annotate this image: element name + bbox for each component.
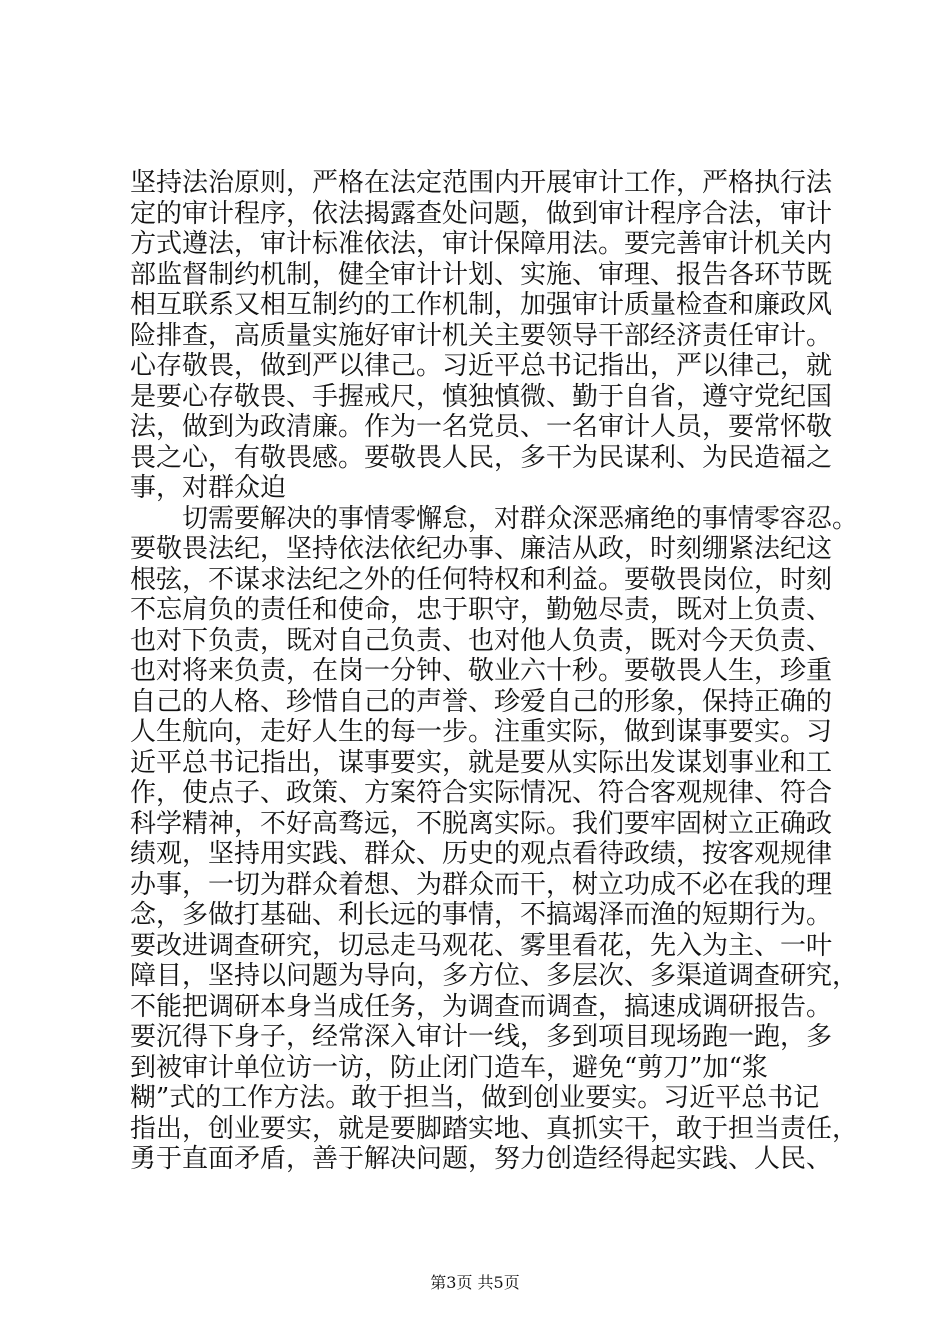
body-text xyxy=(130,168,859,1175)
text-line: 障目，坚持以问题为导向，多方位、多层次、多渠道调查研究， xyxy=(130,961,859,991)
text-line: 科学精神，不好高骛远，不脱离实际。我们要牢固树立正确政 xyxy=(130,808,833,839)
text-line: 作，使点子、政策、方案符合实际情况、符合客观规律、符合 xyxy=(130,778,833,808)
text-line: 根弦，不谋求法纪之外的任何特权和利益。要敬畏岗位，时刻 xyxy=(130,564,833,595)
text-line: 险排查，高质量实施好审计机关主要领导干部经济责任审计。 xyxy=(130,320,833,351)
text-line: 方式遵法，审计标准依法，审计保障用法。要完善审计机关内 xyxy=(130,229,833,259)
text-line: 到被审计单位访一访，防止闭门造车，避免“剪刀”加“浆 xyxy=(130,1052,768,1083)
text-line: 相互联系又相互制约的工作机制，加强审计质量检查和廉政风 xyxy=(130,290,833,320)
text-line: 要敬畏法纪，坚持依法依纪办事、廉洁从政，时刻绷紧法纪这 xyxy=(130,534,833,564)
text-line: 部监督制约机制，健全审计计划、实施、审理、报告各环节既 xyxy=(130,259,833,290)
text-line: 自己的人格、珍惜自己的声誉、珍爱自己的形象，保持正确的 xyxy=(130,686,833,717)
text-line: 不忘肩负的责任和使命，忠于职守，勤勉尽责，既对上负责、 xyxy=(130,595,833,625)
text-line: 定的审计程序，依法揭露查处问题，做到审计程序合法，审计 xyxy=(130,198,833,229)
text-line: 勇于直面矛盾，善于解决问题，努力创造经得起实践、人民、 xyxy=(130,1144,833,1174)
text-line: 人生航向，走好人生的每一步。注重实际，做到谋事要实。习 xyxy=(130,717,833,747)
text-line: 要沉得下身子，经常深入审计一线，多到项目现场跑一跑，多 xyxy=(130,1022,833,1052)
text-line: 事，对群众迫 xyxy=(130,473,287,503)
text-line: 也对将来负责，在岗一分钟、敬业六十秒。要敬畏人生，珍重 xyxy=(130,656,833,686)
page-number-footer: 第3页 共5页 xyxy=(430,1273,520,1292)
text-line: 绩观，坚持用实践、群众、历史的观点看待政绩，按客观规律 xyxy=(130,839,833,869)
text-line: 近平总书记指出，谋事要实，就是要从实际出发谋划事业和工 xyxy=(130,747,833,778)
text-line: 要改进调查研究，切忌走马观花、雾里看花，先入为主、一叶 xyxy=(130,930,833,961)
text-line: 心存敬畏，做到严以律己。习近平总书记指出，严以律己，就 xyxy=(130,351,833,381)
text-line: 也对下负责，既对自己负责、也对他人负责，既对今天负责、 xyxy=(130,625,833,656)
text-line: 指出，创业要实，就是要脚踏实地、真抓实干，敢于担当责任， xyxy=(130,1113,859,1144)
paragraph-start-line: 切需要解决的事情零懈怠，对群众深恶痛绝的事情零容忍。 xyxy=(182,503,859,534)
text-line: 是要心存敬畏、手握戒尺，慎独慎微、勤于自省，遵守党纪国 xyxy=(130,381,833,412)
text-line: 不能把调研本身当成任务，为调查而调查，搞速成调研报告。 xyxy=(130,991,833,1022)
text-line: 畏之心，有敬畏感。要敬畏人民，多干为民谋利、为民造福之 xyxy=(130,442,833,473)
text-line: 糊”式的工作方法。敢于担当，做到创业要实。习近平总书记 xyxy=(130,1083,820,1113)
text-line: 办事，一切为群众着想、为群众而干，树立功成不必在我的理 xyxy=(130,869,833,900)
text-line: 念，多做打基础、利长远的事情，不搞竭泽而渔的短期行为。 xyxy=(130,900,833,930)
text-line: 坚持法治原则，严格在法定范围内开展审计工作，严格执行法 xyxy=(130,168,833,198)
text-line: 法，做到为政清廉。作为一名党员、一名审计人员，要常怀敬 xyxy=(130,412,833,442)
